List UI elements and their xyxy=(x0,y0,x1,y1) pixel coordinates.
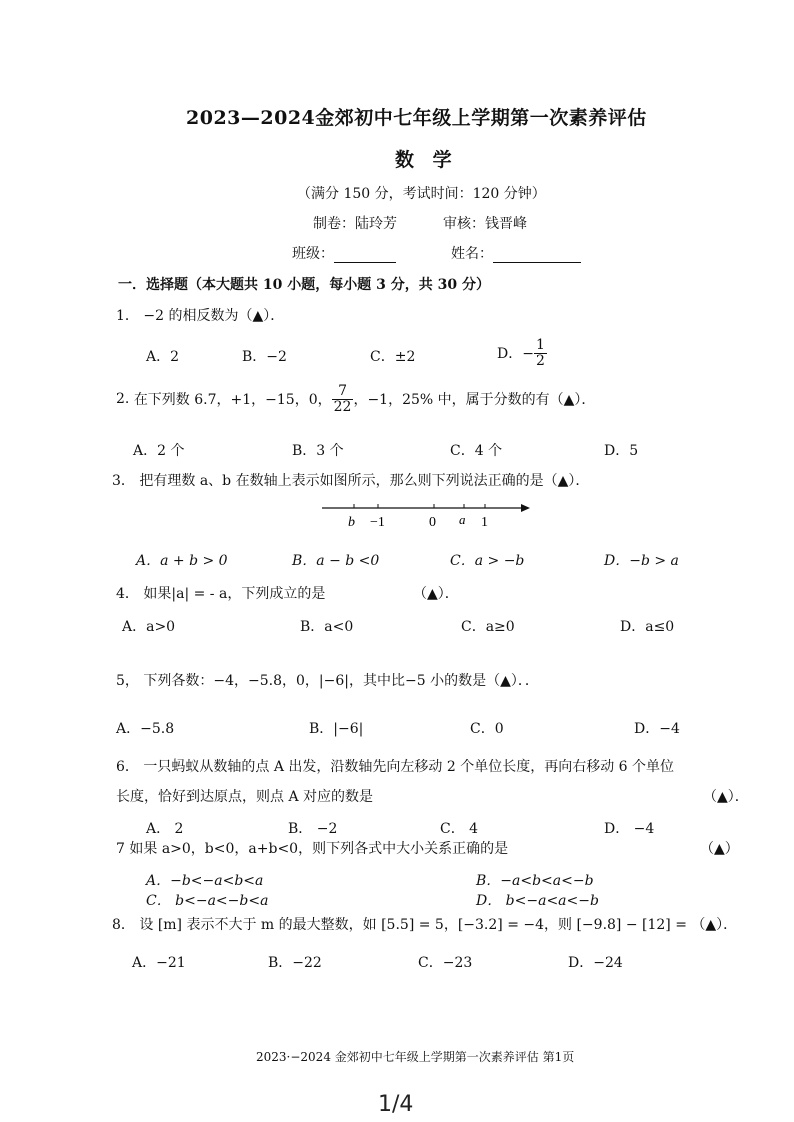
q5-option-b[interactable]: B．|−6| xyxy=(309,721,364,737)
section-heading: 一．选择题（本大题共 10 小题，每小题 3 分，共 30 分） xyxy=(118,277,490,293)
question-text: −2 的相反数为（▲）． xyxy=(143,308,285,324)
class-blank[interactable] xyxy=(334,248,396,263)
question-3 xyxy=(112,470,589,490)
q4-option-d[interactable]: D．a≤0 xyxy=(620,619,675,635)
question-text-line1: 一只蚂蚁从数轴的点 A 出发，沿数轴先向左移动 2 个单位长度，再向右移动 6 个单位 xyxy=(143,759,674,775)
q5-option-a[interactable]: A．−5.8 xyxy=(116,721,175,737)
page-footer: 2023·−2024 金郊初中七年级上学期第一次素养评估 第1页 xyxy=(256,1050,575,1064)
q3-option-a[interactable]: A．a + b > 0 xyxy=(136,553,228,569)
q8-option-b[interactable]: B．−22 xyxy=(268,955,322,971)
q3-option-b[interactable]: B．a − b <0 xyxy=(292,553,380,569)
class-field xyxy=(292,243,396,263)
question-number: 5， xyxy=(116,673,139,689)
name-label: 姓名： xyxy=(451,246,493,262)
label-one: 1 xyxy=(481,515,488,530)
q6-option-a[interactable]: A． 2 xyxy=(146,821,184,837)
author: 制卷：陆玲芳 xyxy=(313,216,397,232)
exam-title: 2023—2024金郊初中七年级上学期第一次素养评估 xyxy=(186,107,647,129)
label-a: a xyxy=(459,512,466,527)
label-b: b xyxy=(348,515,355,530)
option-d-prefix: D．− xyxy=(497,346,534,363)
q6-option-d[interactable]: D． −4 xyxy=(604,821,655,837)
q1-option-b[interactable]: B．−2 xyxy=(242,349,287,365)
question-number: 7 xyxy=(116,841,125,857)
question-2 xyxy=(116,384,595,414)
q2-option-a[interactable]: A．2 个 xyxy=(133,443,185,459)
question-number: 4． xyxy=(116,586,139,602)
q1-option-d[interactable] xyxy=(497,338,547,368)
question-text: 把有理数 a、b 在数轴上表示如图所示，那么则下列说法正确的是（▲）． xyxy=(139,473,590,489)
q8-option-d[interactable]: D．−24 xyxy=(568,955,623,971)
question-6 xyxy=(116,756,674,776)
q2-option-c[interactable]: C．4 个 xyxy=(450,443,503,459)
q7-option-d[interactable]: D． b<−a<a<−b xyxy=(476,893,599,909)
name-blank[interactable] xyxy=(493,248,581,263)
question-text: 如果 a>0，b<0，a+b<0，则下列各式中大小关系正确的是 xyxy=(129,841,509,857)
q1-option-a[interactable]: A．2 xyxy=(146,349,180,365)
q7-option-a[interactable]: A．−b<−a<b<a xyxy=(146,873,264,889)
q5-option-c[interactable]: C．0 xyxy=(470,721,504,737)
name-field xyxy=(451,243,581,263)
q5-option-d[interactable]: D．−4 xyxy=(634,721,680,737)
q2-option-b[interactable]: B．3 个 xyxy=(292,443,344,459)
q4-option-b[interactable]: B．a<0 xyxy=(300,619,354,635)
question-6-line2: 长度，恰好到达原点，则点 A 对应的数是 xyxy=(116,789,374,805)
fraction-7-22: $\frac{7}{22}$ xyxy=(333,383,352,415)
q4-mark: （▲）． xyxy=(413,586,459,602)
subject-title: 数 学 xyxy=(395,149,458,171)
q4-option-c[interactable]: C．a≥0 xyxy=(461,619,515,635)
class-label: 班级： xyxy=(292,246,334,262)
q4-option-a[interactable]: A．a>0 xyxy=(122,619,176,635)
number-line-arrow xyxy=(521,504,530,512)
q8-option-a[interactable]: A．−21 xyxy=(132,955,186,971)
question-number: 3． xyxy=(112,473,135,489)
q7-mark: （▲） xyxy=(700,841,739,857)
question-1 xyxy=(116,305,284,325)
question-number: 1． xyxy=(116,308,139,324)
q3-option-d[interactable]: D．−b > a xyxy=(604,553,679,569)
question-number: 8． xyxy=(112,917,135,933)
exam-info: （满分 150 分，考试时间：120 分钟） xyxy=(297,186,546,202)
question-8 xyxy=(112,914,737,934)
page-indicator: 1/4 xyxy=(378,1092,414,1117)
question-number: 6． xyxy=(116,759,139,775)
fraction-one-half: $\frac{1}{2}$ xyxy=(535,337,545,369)
q8-option-c[interactable]: C．−23 xyxy=(418,955,473,971)
reviewer: 审核：钱晋峰 xyxy=(443,216,527,232)
label-minus-one: −1 xyxy=(370,515,385,530)
question-text: 下列各数：−4，−5.8，0，|−6|，其中比−5 小的数是（▲）．． xyxy=(143,673,539,689)
label-zero: 0 xyxy=(429,515,436,530)
question-text-after: ，−1，25% 中，属于分数的有（▲）． xyxy=(353,392,596,409)
q2-option-d[interactable]: D．5 xyxy=(604,443,639,459)
question-7 xyxy=(116,838,508,858)
question-text: 设 [m] 表示不大于 m 的最大整数，如 [5.5] = 5，[−3.2] = −4，则 [−9.8] − [12] = （▲）． xyxy=(139,917,738,933)
question-text: 如果|a| = - a，下列成立的是 xyxy=(143,586,326,602)
number-line xyxy=(318,498,538,534)
question-4 xyxy=(116,583,325,603)
question-text-before: 在下列数 6.7，+1，−15，0， xyxy=(133,392,332,409)
question-number: 2. xyxy=(116,391,130,408)
q6-option-c[interactable]: C． 4 xyxy=(440,821,479,837)
q1-option-c[interactable]: C．±2 xyxy=(370,349,416,365)
question-5 xyxy=(116,670,539,690)
q6-mark: （▲）． xyxy=(703,789,749,805)
q6-option-b[interactable]: B． −2 xyxy=(288,821,338,837)
q7-option-c[interactable]: C． b<−a<−b<a xyxy=(146,893,269,909)
q7-option-b[interactable]: B．−a<b<a<−b xyxy=(476,873,594,889)
q3-option-c[interactable]: C．a > −b xyxy=(450,553,525,569)
